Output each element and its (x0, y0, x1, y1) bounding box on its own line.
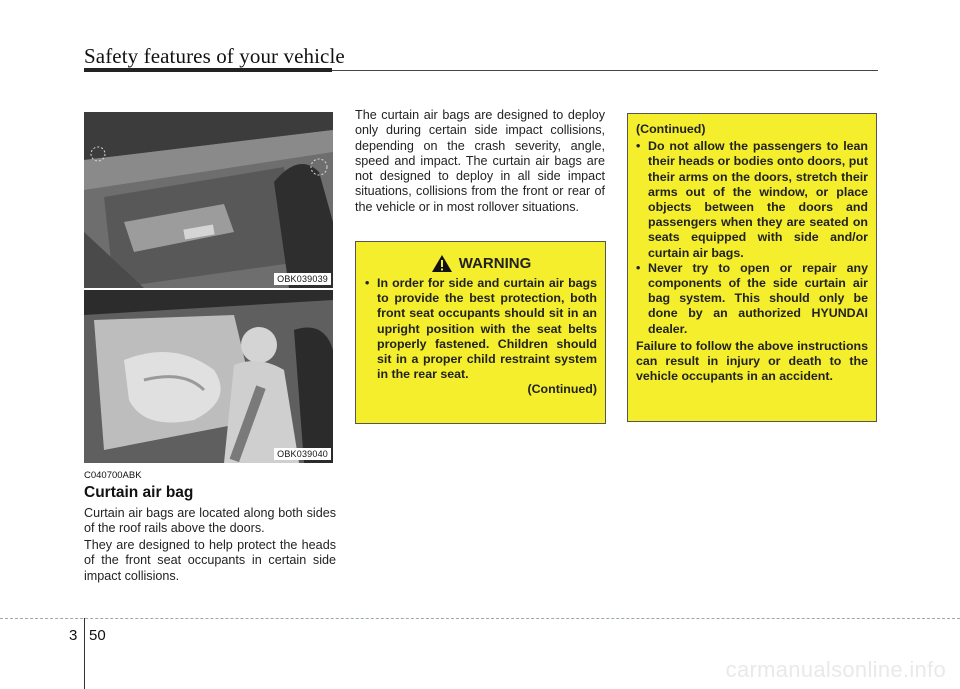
warning-box-continued (627, 113, 877, 422)
warning-bullet (636, 139, 868, 261)
section-heading: Curtain air bag (84, 484, 194, 501)
warning-bullet (365, 276, 597, 382)
figure-code: OBK039039 (274, 273, 331, 285)
warning-bullet-text: Never try to open or repair any components of the side curtain air bag system. This should only be done by an authorized HYUNDAI dealer. (648, 260, 868, 336)
warning-bullet (636, 261, 868, 337)
warning-bullet-text: Do not allow the passengers to lean their heads or bodies onto doors, put their arms on the doors, stretch their arms out of the window, or place objects between the doors and passengers when they are seated on seats equipped with side and/or curtain air bags. (648, 139, 868, 260)
section-code: C040700ABK (84, 470, 142, 481)
warning-title: WARNING (458, 254, 532, 272)
body-paragraph: Curtain air bags are located along both sides of the roof rails above the doors. (84, 506, 336, 536)
figure-code: OBK039040 (274, 448, 331, 460)
car-interior-illustration (84, 112, 333, 288)
warning-final-note: Failure to follow the above instructions can result in injury or death to the vehicle occupants in an accident. (636, 338, 868, 384)
bullet-dot: • (636, 139, 641, 154)
car-interior-deployed-illustration (84, 290, 333, 463)
warning-box (355, 241, 606, 424)
warning-triangle-icon (431, 254, 453, 273)
page-number: 50 (89, 627, 106, 644)
footer-divider (84, 618, 85, 689)
continued-label: (Continued) (636, 122, 706, 136)
page-section-number: 3 (69, 627, 78, 644)
page-header-title: Safety features of your vehicle (84, 44, 345, 68)
header-rule-accent (84, 68, 332, 72)
continued-label: (Continued) (527, 382, 597, 397)
bullet-dot: • (636, 260, 641, 275)
body-paragraph: The curtain air bags are designed to deploy only during certain side impact collisions, depending on the crash severity, angle, speed and impact. The curtain air bags are not designed to deploy in all side impact situations, collisions from the front or rear of the vehicle or in most rollover situations. (355, 108, 605, 214)
footer-rule (0, 618, 960, 619)
figure-curtain-airbag-deployed (84, 290, 333, 463)
bullet-dot: • (365, 276, 370, 290)
warning-title-row (365, 254, 597, 273)
watermark: carmanualsonline.info (725, 657, 946, 682)
figure-curtain-airbag-stowed (84, 112, 333, 288)
warning-bullet-text: In order for side and curtain air bags to provide the best protection, both front seat occupants should sit in an upright position with the seat belts properly fastened. Children should sit in a proper child restraint system in the rear seat. (377, 276, 597, 382)
body-paragraph: They are designed to help protect the heads of the front seat occupants in certain side impact collisions. (84, 538, 336, 583)
